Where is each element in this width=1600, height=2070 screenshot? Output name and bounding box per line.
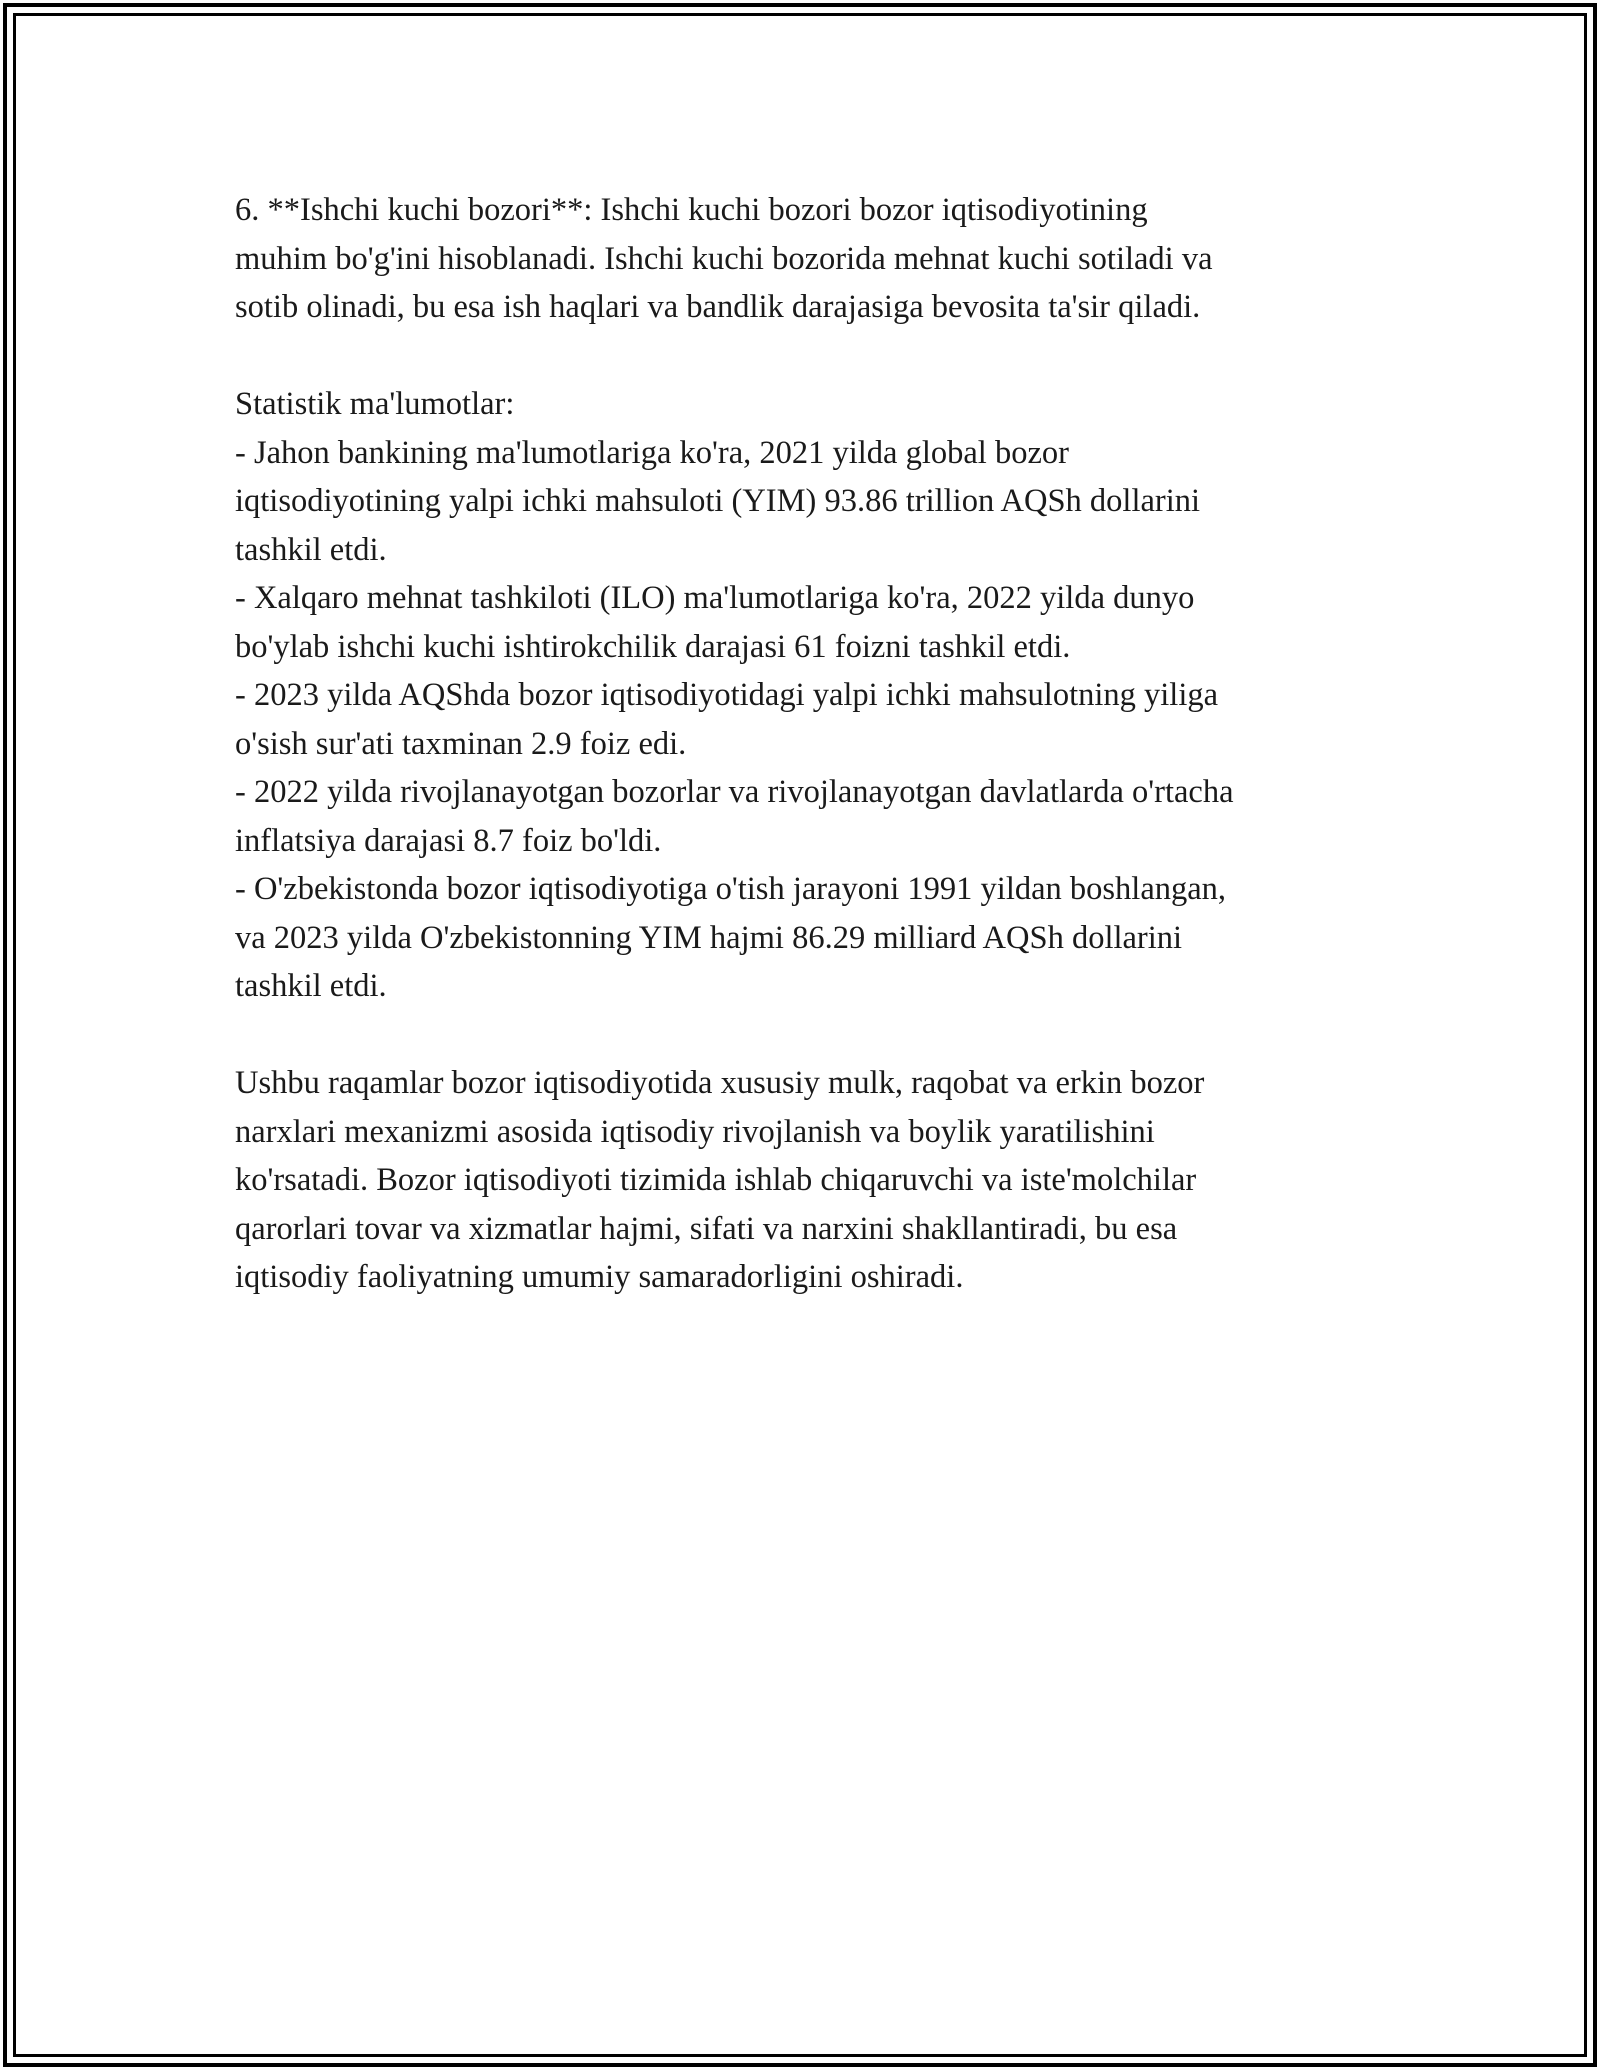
paragraph-gap: [235, 1011, 1395, 1060]
paragraph-labor-market: 6. **Ishchi kuchi bozori**: Ishchi kuchi bozori bozor iqtisodiyotining muhim bo'g'ini hisoblanadi. Ishchi kuchi bozorida mehnat kuchi sotiladi va sotib olinadi, bu esa ish haqlari va bandlik darajasiga bevosita ta'sir qiladi.: [235, 192, 1213, 325]
stats-heading: Statistik ma'lumotlar:: [235, 386, 515, 422]
stats-item-uzbekistan: - O'zbekistonda bozor iqtisodiyotiga o'tish jarayoni 1991 yildan boshlangan, va 2023 yilda O'zbekistonning YIM hajmi 86.29 milliard AQSh dollarini tashkil etdi.: [235, 871, 1227, 1004]
stats-item-world-bank: - Jahon bankining ma'lumotlariga ko'ra, 2021 yilda global bozor iqtisodiyotining yalpi ichki mahsuloti (YIM) 93.86 trillion AQSh dollarini tashkil etdi.: [235, 434, 1201, 568]
stats-item-inflation: - 2022 yilda rivojlanayotgan bozorlar va rivojlanayotgan davlatlarda o'rtacha inflatsiya darajasi 8.7 foiz bo'ldi.: [235, 774, 1234, 859]
stats-item-ilo: - Xalqaro mehnat tashkiloti (ILO) ma'lumotlariga ko'ra, 2022 yilda dunyo bo'ylab ishchi kuchi ishtirokchilik darajasi 61 foizni tashkil etdi.: [235, 580, 1195, 665]
paragraph-conclusion: Ushbu raqamlar bozor iqtisodiyotida xususiy mulk, raqobat va erkin bozor narxlari mexanizmi asosida iqtisodiy rivojlanish va boylik yaratilishini ko'rsatadi. Bozor iqtisodiyoti tizimida ishlab chiqaruvchi va iste'molchilar qarorlari tovar va xizmatlar hajmi, sifati va narxini shakllantiradi, bu esa iqtisodiy faoliyatning umumiy samaradorligini oshiradi.: [235, 1065, 1205, 1295]
stats-item-usa-growth: - 2023 yilda AQShda bozor iqtisodiyotidagi yalpi ichki mahsulotning yiliga o'sish sur'ati taxminan 2.9 foiz edi.: [235, 677, 1219, 762]
document-body: [235, 186, 1395, 1302]
paragraph-gap: [235, 332, 1395, 381]
